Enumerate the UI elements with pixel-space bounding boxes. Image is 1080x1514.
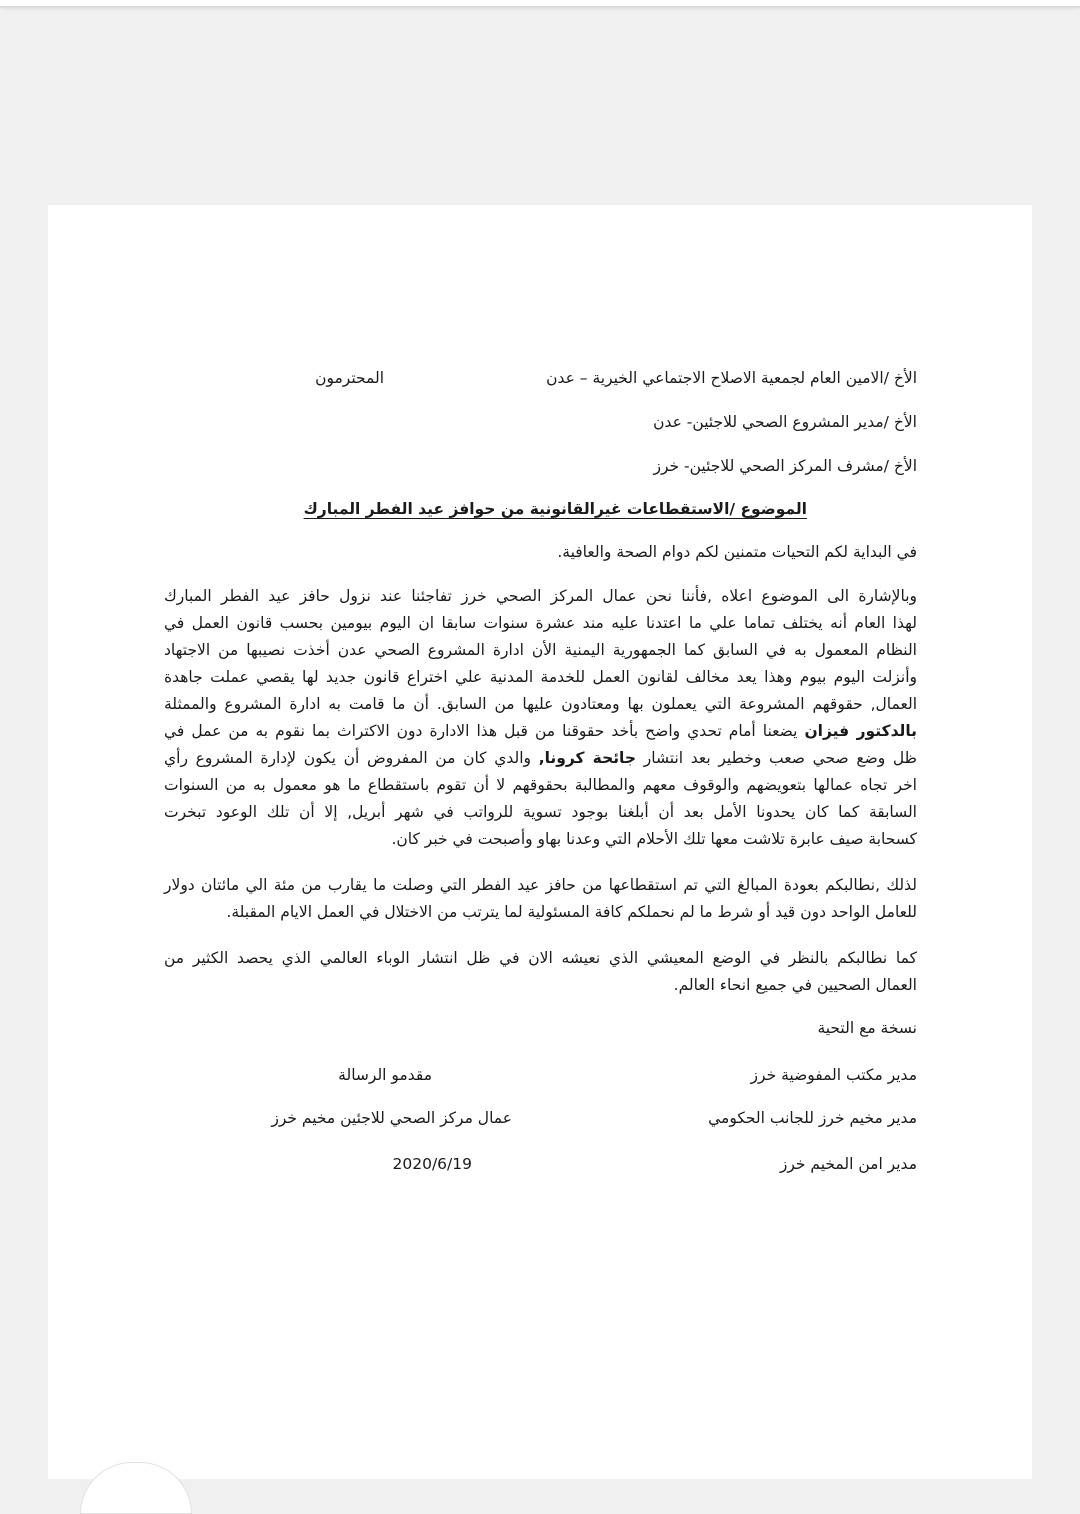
paragraph-1-text: يضعنا أمام تحدي واضح بأخد حقوقنا من قبل هذا الادارة دون الاكتراث بما نقوم به من عمل في: [164, 722, 805, 740]
paragraph-1-line: [164, 748, 917, 768]
paragraph-3-line: كما نطالبكم بالنظر في الوضع المعيشي الذي نعيشه الان في ظل انتشار الوباء العالمي الذي يحصد الكثير من: [164, 949, 917, 967]
cc-recipient: مدير مكتب المفوضية خرز: [750, 1066, 917, 1084]
paragraph-1-line: العمال, حقوقهم المشروعة التي يعملون بها ومعتادون عليها من السابق. أن ما قامت به ادارة المشروع والممثلة: [164, 695, 917, 713]
cc-recipient: مدير مخيم خرز للجانب الحكومي: [708, 1109, 917, 1127]
paragraph-1-line: [164, 721, 917, 741]
recipient-line-3: الأخ /مشرف المركز الصحي للاجئين- خرز: [653, 457, 917, 475]
letter-date: 2020/6/19: [392, 1155, 472, 1173]
greeting-line: في البداية لكم التحيات متمنين لكم دوام الصحة والعافية.: [557, 543, 917, 561]
paragraph-1-line: وأنزلت اليوم بيوم وهذا يعد مخالف لقانون العمل للخدمة المدنية علي اختراع قانون جديد لها يقصي عملت جاهدة: [164, 668, 917, 686]
paragraph-1-line: النظام المعمول به في السابق كما الجمهورية اليمنية الأن ادارة المشروع الصحي عدن أخذت نصيبها من الاجتهاد: [164, 641, 917, 659]
signers-title: مقدمو الرسالة: [338, 1066, 432, 1084]
pandemic-term: جائحة كرونا,: [538, 749, 637, 767]
paragraph-1-line: لهذا العام أنه يختلف تماما علي ما اعتدنا عليه مند عشرة سنوات سابقا ان اليوم بيومين بحسب قانون العمل في: [164, 614, 917, 632]
paragraph-3-line: العمال الصحيين في جميع انحاء العالم.: [673, 976, 917, 994]
doctor-name: بالدكتور فيزان: [804, 722, 917, 740]
recipient-line-2: الأخ /مدير المشروع الصحي للاجئين- عدن: [653, 413, 917, 431]
cc-title: نسخة مع التحية: [817, 1019, 917, 1037]
paragraph-2-line: لذلك ,نطالبكم بعودة المبالغ التي تم استقطاعها من حافز عيد الفطر التي وصلت ما يقارب من مئة الي مائتان دولار: [164, 876, 917, 894]
paragraph-1-text: ظل وضع صحي صعب وخطير بعد انتشار: [636, 749, 917, 767]
signers-name: عمال مركز الصحي للاجئين مخيم خرز: [271, 1109, 512, 1127]
paragraph-1-text: والدي كان من المفروض أن يكون لإدارة المشروع رأي: [164, 749, 539, 767]
honorific: المحترمون: [315, 369, 384, 387]
paragraph-1-line: السابقة كما كان يحدونا الأمل بعد أن أبلغنا بوجود تسوية للرواتب في شهر أبريل, إلا أن تلك الوعود تبخرت: [164, 803, 917, 821]
viewer-top-bar: [0, 0, 1080, 7]
paragraph-1-line: كسحابة صيف عابرة تلاشت معها تلك الأحلام التي وعدنا بهاو وأصبحت في خبر كان.: [391, 830, 917, 848]
paragraph-1-line: اخر تجاه عمالها بتعويضهم والوقوف معهم والمطالبة بحقوقهم لا أن تقوم باستقطاع ما هو معمول به من السنوات: [164, 776, 917, 794]
recipient-line-1: الأخ /الامين العام لجمعية الاصلاح الاجتماعي الخيرية – عدن: [546, 369, 917, 387]
paragraph-1-line: وبالإشارة الى الموضوع اعلاه ,فأننا نحن عمال المركز الصحي خرز تفاجئنا عند نزول حافز عيد الفطر المبارك: [164, 587, 917, 605]
cc-recipient: مدير امن المخيم خرز: [779, 1155, 917, 1173]
document-page: [48, 205, 1032, 1479]
paragraph-2-line: للعامل الواحد دون قيد أو شرط ما لم نحملكم كافة المسئولية لما يترتب من الاختلال في العمل الايام المقبلة.: [226, 903, 917, 921]
subject-line: الموضوع /الاستقطاعات غيرالقانونية من حوافز عيد الفطر المبارك: [303, 500, 807, 518]
